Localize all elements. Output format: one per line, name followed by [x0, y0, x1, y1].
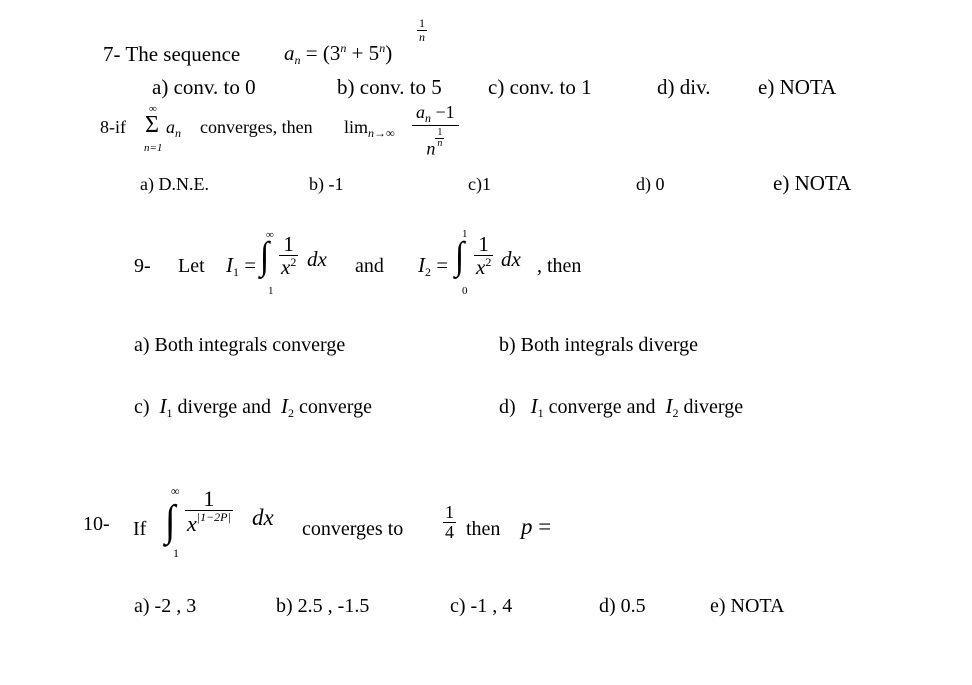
q10-option-b[interactable]: b) 2.5 , -1.5	[276, 595, 370, 617]
q9-i1-sub: 1	[233, 265, 239, 279]
q10-option-d[interactable]: d) 0.5	[599, 595, 646, 617]
q7-number: 7-	[103, 42, 121, 66]
q7-plus: + 5	[351, 41, 380, 65]
q9-i1	[226, 253, 256, 280]
q9-int2-fraction	[474, 233, 493, 278]
q9-i2-sub: 2	[425, 265, 431, 279]
q8-option-a[interactable]: a) D.N.E.	[140, 174, 209, 194]
q7-option-c[interactable]: c) conv. to 1	[488, 75, 592, 99]
q7-text: The sequence	[125, 42, 241, 66]
q9-i2-letter: I	[418, 253, 425, 277]
q8-sum-bottom: n=1	[144, 142, 163, 154]
q9-option-c-prefix: c)	[134, 396, 150, 418]
q9-int1-frac-num: 1	[279, 233, 298, 256]
q7-outer-exponent	[417, 17, 427, 43]
q8-frac-den-exp-den: n	[437, 138, 443, 150]
q8-text: converges, then	[200, 117, 313, 137]
q7-outer-exp-num: 1	[419, 16, 425, 30]
q10-value-fraction	[443, 503, 456, 542]
q9-i2-eq: =	[436, 253, 449, 277]
q9-int2-frac-exp: 2	[485, 255, 492, 270]
q9-int1-dx: dx	[307, 247, 327, 271]
q10-dx: dx	[252, 505, 274, 530]
q8-lim	[344, 117, 395, 141]
q9-int2-frac-num: 1	[474, 233, 493, 256]
q9-option-d-suffix: diverge	[683, 396, 744, 418]
q7-outer-exp-den: n	[419, 29, 425, 44]
q9-option-d-i2-sub: 2	[672, 406, 679, 420]
q8-sum-term	[166, 117, 181, 141]
q7-exp2: n	[379, 41, 386, 55]
q10-option-c[interactable]: c) -1 , 4	[450, 595, 513, 617]
q9-int2-symbol: ∫	[455, 235, 465, 278]
q9-option-c-i1: I	[159, 394, 167, 418]
q9-option-d-prefix: d)	[499, 396, 516, 418]
q9-int1-bottom: 1	[268, 285, 274, 297]
q8-frac-den-n: n	[426, 138, 436, 159]
q10-number: 10-	[83, 513, 110, 535]
q8-sum-top: ∞	[149, 103, 157, 115]
q9-option-d-text: converge and	[548, 396, 656, 418]
q9-option-c-i1-sub: 1	[166, 406, 173, 420]
q7-option-a[interactable]: a) conv. to 0	[152, 75, 256, 99]
q7-stem	[103, 42, 240, 67]
q9-option-a[interactable]: a) Both integrals converge	[134, 334, 346, 356]
q9-int2-top: 1	[462, 228, 468, 240]
q8-frac-den-exp-num: 1	[437, 126, 443, 138]
q10-fraction	[185, 487, 233, 535]
q9-int1-frac-den: x	[281, 255, 291, 280]
q9-then: , then	[537, 255, 582, 277]
q9-option-c-i2-sub: 2	[288, 406, 295, 420]
q8-sum-term-sub: n	[175, 126, 181, 140]
q9-int1-fraction	[279, 233, 298, 278]
q10-option-a[interactable]: a) -2 , 3	[134, 595, 197, 617]
q10-option-e[interactable]: e) NOTA	[710, 595, 785, 617]
q10-p-letter: p	[521, 514, 533, 539]
q7-an-sub: n	[294, 53, 301, 67]
q10-int-bottom: 1	[173, 546, 179, 560]
q9-number: 9-	[134, 255, 151, 277]
q9-i2	[418, 253, 448, 280]
q7-option-b[interactable]: b) conv. to 5	[337, 75, 442, 99]
q8-sum-symbol: Σ	[145, 112, 159, 138]
q8-lim-word: lim	[344, 117, 369, 137]
q9-option-c[interactable]	[134, 394, 372, 421]
q10-frac-num: 1	[185, 487, 233, 511]
q9-int1-top: ∞	[266, 229, 274, 241]
q9-option-d-i1: I	[530, 394, 538, 418]
q9-int1-frac-exp: 2	[290, 255, 297, 270]
q7-close: )	[385, 41, 393, 65]
q10-frac-den: x	[187, 511, 197, 537]
q9-let: Let	[178, 255, 205, 277]
q7-rhs: = (3	[305, 41, 341, 65]
q9-option-c-suffix: converge	[299, 396, 372, 418]
q8-option-d[interactable]: d) 0	[636, 174, 665, 194]
q10-p-eq: =	[538, 514, 552, 539]
q9-option-d-i2: I	[665, 394, 673, 418]
q9-option-b[interactable]: b) Both integrals diverge	[499, 334, 699, 356]
q8-lim-sub: n→∞	[368, 126, 395, 140]
q10-int-symbol: ∫	[165, 496, 176, 546]
q9-option-c-i2: I	[281, 394, 289, 418]
q9-i1-eq: =	[244, 253, 257, 277]
q9-int2-frac-den: x	[476, 255, 486, 280]
q8-number: 8-if	[100, 117, 126, 137]
q8-option-b[interactable]: b) -1	[309, 174, 344, 194]
q9-int2-bottom: 0	[462, 285, 468, 297]
q10-val-den: 4	[445, 521, 454, 542]
q9-option-d-i1-sub: 1	[537, 406, 544, 420]
q8-frac-num-a: a	[416, 102, 425, 122]
q10-text: converges to	[302, 518, 404, 540]
q7-option-e[interactable]: e) NOTA	[758, 75, 837, 99]
q9-int2-dx: dx	[501, 247, 521, 271]
q8-frac-num-rest: −1	[431, 102, 455, 122]
q9-int1-symbol: ∫	[260, 235, 270, 278]
q10-then: then	[466, 518, 501, 540]
q8-frac-num-sub: n	[425, 111, 431, 125]
q7-option-d[interactable]: d) div.	[657, 75, 711, 99]
q7-formula	[284, 41, 392, 68]
q10-val-num: 1	[445, 502, 454, 522]
q10-if: If	[133, 518, 147, 540]
q9-and: and	[355, 255, 384, 277]
q8-fraction	[412, 103, 459, 158]
q7-exp1: n	[340, 41, 347, 55]
q8-option-e[interactable]: e) NOTA	[773, 171, 852, 195]
q10-frac-exp: |1−2P|	[196, 510, 231, 525]
q9-i1-letter: I	[226, 253, 233, 277]
q9-option-d[interactable]	[499, 394, 743, 421]
q9-option-c-text: diverge and	[177, 396, 272, 418]
q8-option-c[interactable]: c)1	[468, 174, 491, 194]
q10-p	[521, 514, 551, 540]
q10-int-top: ∞	[171, 484, 180, 498]
q7-an: a	[284, 41, 295, 65]
q8-sum-term-a: a	[166, 117, 175, 137]
